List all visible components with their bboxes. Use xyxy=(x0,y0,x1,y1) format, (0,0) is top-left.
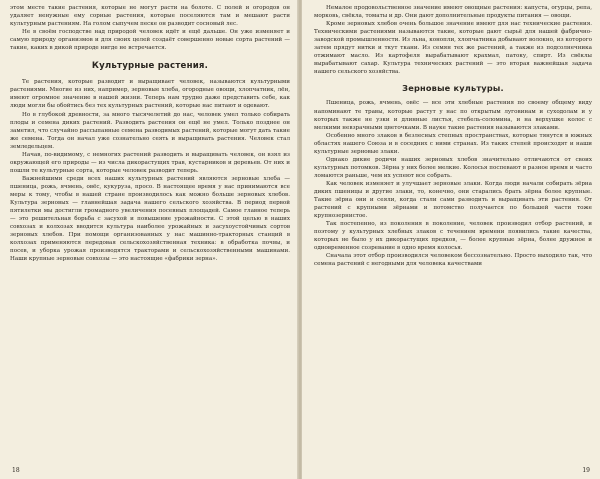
right-section-heading: Зерновые культуры. xyxy=(402,83,504,94)
left-page xyxy=(0,0,298,479)
right-page xyxy=(302,0,600,479)
right-paragraph-6: Сначала этот отбор производился человеком бессознательно. Просто выходило так, что семена растений с негодными для человека качествами xyxy=(314,253,592,268)
right-page-number: 19 xyxy=(582,466,590,474)
right-paragraph-2: Особенно много злаков в безлесных степных пространствах, которые тянутся в южных областях нашего Союза и в соседних с ними странах. Из таких степей происходят и наши культурные зерновые злаки. xyxy=(314,132,592,155)
right-paragraph-1: Пшеница, рожь, ячмень, овёс — все эти хлебные растения по своему общему виду напоминают те травы, которые растут у нас по открытым луговинам и суходолам и у которых также не узки и длинные листья, стебель-соломина, и на верхушке колос с мелкими невзрачными цветочками. В науке такие растения называются злаками. xyxy=(314,100,592,131)
right-paragraph-3: Однако дикие родичи наших зерновых хлебов значительно отличаются от своих культурных потомков. Зёрна у них более мелкие. Колосья поспевают в разное время и часто ломаются раньше, чем их успеют все собрать. xyxy=(314,156,592,179)
left-paragraph-1: Те растения, которые разводит и выращивает человек, называются культурными растениями. Многие из них, например, зерновые хлеба, огородные овощи, хлопчатник, лён, имеют огромное значение в нашей жизни. Теперь нам трудно даже представить себе, как люди могли бы обойтись без тех культурных растений, которые нас питают и одевают. xyxy=(10,79,290,110)
left-intro-paragraph-1: этом месте такие растения, которые не могут расти на болоте. С полей и огородов он удаляет ненужные ему сорные растения, которые поселяются там и мешают расти культурным растениям. На голом сыпучем песке он разводит сосновый лес. xyxy=(10,5,290,28)
left-paragraph-2: Но в глубокой древности, за много тысячелетий до нас, человек умел только собирать плоды и семена диких растений. Разводить растения он ещё не умел. Только позднее он заметил, что случайно рассыпанные семена разводимых растений, которые могут дать такие же семена. Тогда он начал уже сознательно сеять и выращивать растения. Человек стал земледельцем. xyxy=(10,111,290,150)
right-intro-paragraph-1: Немалое продовольственное значение имеют овощные растения: капуста, огурцы, репа, морковь, свёкла, томаты и др. Они дают дополнительные продукты питания — овощи. xyxy=(314,5,592,20)
left-section-heading: Культурные растения. xyxy=(91,61,209,72)
left-intro-paragraph-2: Не в своём господстве над природой человек идёт и ещё дальше. Он уже изменяет и самую природу организмов и для своих целей создаёт совершенно новые сорта растений — такие, каких в дикой природе нигде не встречается. xyxy=(10,29,290,52)
left-paragraph-4: Важнейшими среди всех наших культурных растений являются зерновые хлеба — пшеница, рожь, ячмень, овёс, кукуруза, просо. В настоящее время у нас принимаются все меры к тому, чтобы в нашей стране производилось как можно больше зерновых хлебов. Культура зерновых — главнейшая задача нашего сельского хозяйства. В период первой пятилетки мы достигли громадного увеличения посевных площадей. Самое главное теперь — это решительная борьба с засухой и повышение урожайности. С этой целью в наших совхозах и колхозах вводится культура наиболее урожайных и засухоустойчивых сортов зерновых хлебов. При помощи организованных у нас машинно-тракторных станций в колхозах применяются передовая сельскохозяйственная техника: в обработка почвы, и посев, и уборка урожая производятся тракторами и сельскохозяйственными машинами. Наши крупные зерновые совхозы — это настоящие «фабрики зерна». xyxy=(10,175,290,263)
right-paragraph-4: Как человек изменяет и улучшает зерновые злаки. Когда люди начали собирать зёрна диких пшеницы и другие злаки, то, конечно, они старались брать зёрна более крупные. Такие зёрна они и сеяли, когда стали сами разводить и выращивать эти растения. От растений с крупными зёрнами и потомство получается по большей части тоже крупнозернистое. xyxy=(314,180,592,220)
left-page-number: 18 xyxy=(12,466,20,474)
right-intro-paragraph-2: Кроме зерновых хлебов очень большое значение имеют для нас технические растения. Техническими растениями называются такие, которые дают сырьё для нашей фабрично-заводской промышленности. Из льна, конопли, хлопчатника добывают волокно, из которого затем прядут нитки и ткут ткани. Из семян тех же растений, а также из подсолнечника отжимают масло. Из картофеля вырабатывают крахмал, патоку, спирт. Из свёклы вырабатывают сахар. Культура технических растений — это вторая важнейшая задача нашего сельского хозяйства. xyxy=(314,21,592,76)
left-paragraph-3: Начав, по-видимому, с немногих растений разводить и выращивать человек, он взял из окружающей его природы — из числа дикорастущих трав, кустарников и деревьев. От них и пошли те культурные сорта, которые человек разводит теперь. xyxy=(10,151,290,174)
right-paragraph-5: Так постепенно, из поколения в поколение, человек производил отбор растений, и поэтому у культурных хлебных злаков с течением времени появились такие качества, которых не было у их дикорастущих предков, — более крупные зёрна, более дружное и одновременное созревание в одно время колосья. xyxy=(314,221,592,252)
